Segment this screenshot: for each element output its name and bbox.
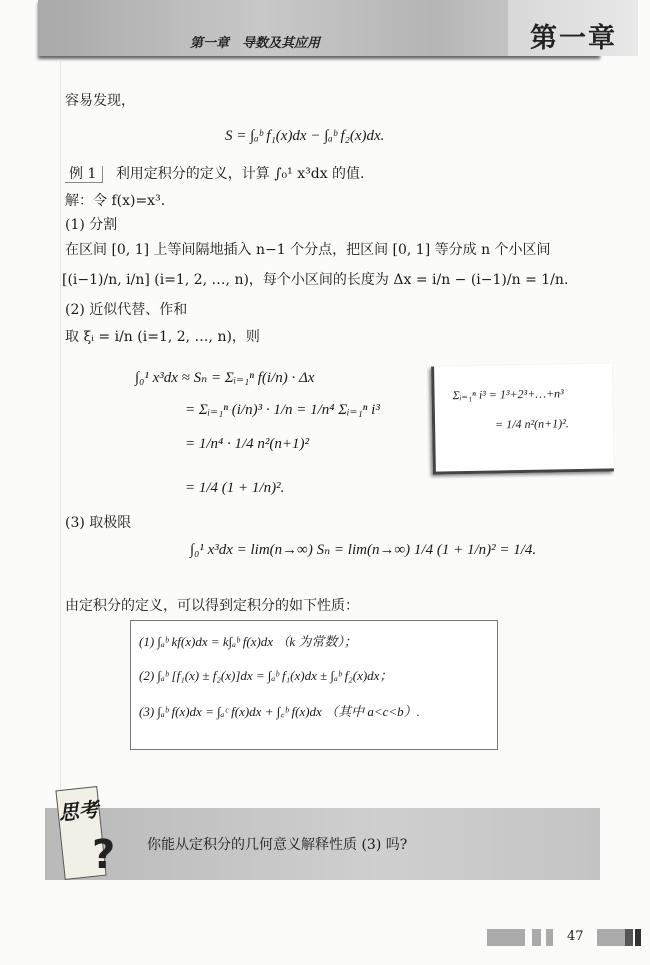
running-title: 第一章 导数及其应用: [190, 36, 321, 51]
think-question: 你能从定积分的几何意义解释性质 (3) 吗?: [147, 837, 408, 853]
formula-s: S = ∫ₐᵇ f₁(x)dx − ∫ₐᵇ f₂(x)dx.: [225, 128, 385, 144]
equation-2: = Σᵢ₌₁ⁿ (i/n)³ · 1/n = 1/n⁴ Σᵢ₌₁ⁿ i³: [185, 402, 380, 418]
step1-text: 在区间 [0, 1] 上等间隔地插入 n−1 个分点，把区间 [0, 1] 等分成 n 个小区间: [65, 242, 551, 258]
margin-line: [60, 60, 61, 800]
footer-bar: [625, 929, 633, 946]
footer-bar: [546, 929, 553, 946]
solution-let: 解：令 f(x)=x³.: [65, 193, 166, 209]
property-3: (3) ∫ₐᵇ f(x)dx = ∫ₐᶜ f(x)dx + ∫꜀ᵇ f(x)dx （其中 a<c<b）.: [139, 704, 420, 719]
footer-bar: [532, 929, 541, 946]
footer-bar: [597, 929, 625, 946]
think-icon-text: 思考: [57, 797, 100, 826]
step1-text-2: [(i−1)/n, i/n] (i=1, 2, …, n)，每个小区间的长度为 Δx = i/n − (i−1)/n = 1/n.: [62, 272, 569, 288]
step2-title: (2) 近似代替、作和: [65, 302, 188, 318]
step3-title: (3) 取极限: [65, 515, 132, 531]
chapter-tab: [508, 0, 638, 56]
footer-bar: [635, 929, 641, 946]
equation-1: ∫₀¹ x³dx ≈ Sₙ = Σᵢ₌₁ⁿ f(i/n) · Δx: [135, 370, 315, 386]
intro-text: 容易发现，: [65, 93, 135, 109]
property-1: (1) ∫ₐᵇ kf(x)dx = k∫ₐᵇ f(x)dx （k 为常数）；: [139, 634, 357, 649]
property-2: (2) ∫ₐᵇ [f₁(x) ± f₂(x)]dx = ∫ₐᵇ f₁(x)dx ± ∫ₐᵇ f₂(x)dx；: [139, 668, 393, 683]
page-number: 47: [567, 929, 584, 944]
properties-intro: 由定积分的定义，可以得到定积分的如下性质：: [65, 598, 359, 614]
side-note: [431, 363, 614, 474]
equation-4: = 1/4 (1 + 1/n)².: [185, 480, 285, 496]
step1-title: (1) 分割: [65, 217, 118, 233]
step2-text: 取 ξᵢ = i/n (i=1, 2, …, n)，则: [65, 329, 260, 345]
chapter-label: 第一章: [530, 23, 617, 54]
limit-equation: ∫₀¹ x³dx = lim(n→∞) Sₙ = lim(n→∞) 1/4 (1 + 1/n)² = 1/4.: [190, 542, 537, 558]
equation-3: = 1/n⁴ · 1/4 n²(n+1)²: [185, 436, 310, 452]
example-text: 利用定积分的定义，计算 ∫₀¹ x³dx 的值.: [115, 166, 365, 182]
footer-bar: [487, 929, 525, 946]
example-1: [65, 163, 365, 183]
properties-box: [130, 620, 498, 750]
note-line-1: Σᵢ₌₁ⁿ i³ = 1³+2³+…+n³: [452, 386, 564, 403]
example-label: 例 1: [65, 166, 103, 183]
note-line-2: = 1/4 n²(n+1)².: [494, 416, 569, 432]
question-mark-icon: ?: [92, 832, 116, 878]
